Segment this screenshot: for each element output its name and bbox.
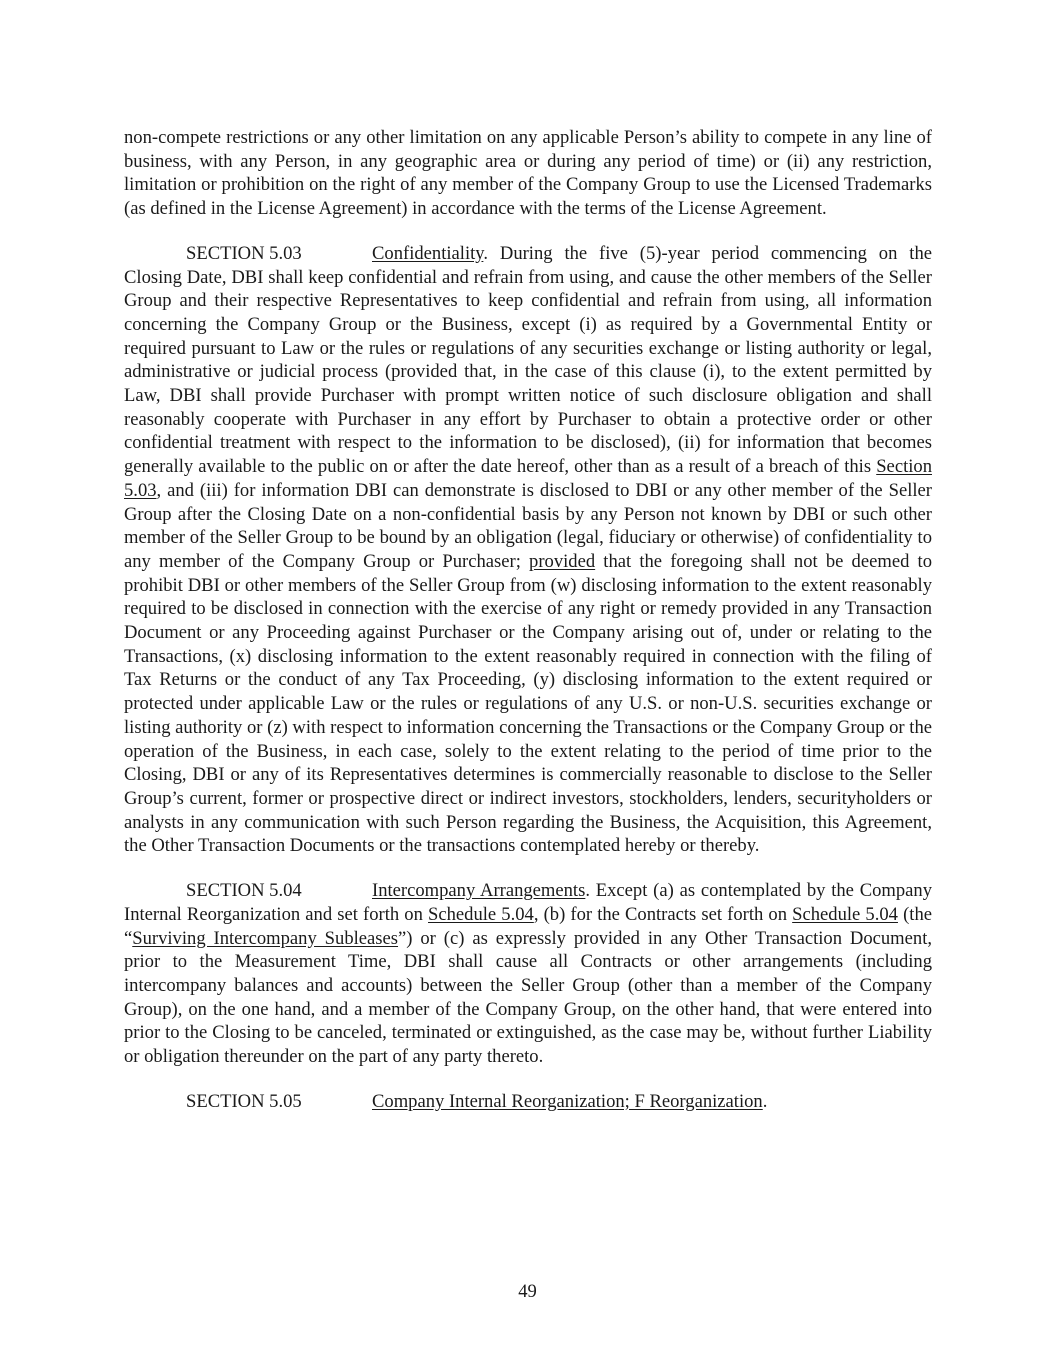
section-5-04-paragraph	[124, 879, 932, 1069]
section-number: SECTION 5.04	[186, 880, 302, 902]
section-text: ”) or (c) as expressly provided in any Other Transaction Document, prior to the Measurement Time, DBI shall cause all Contracts or other arrangements (including intercompany balances and accounts) between the Seller Group (other than a member of the Company Group), on the one hand, and a member of the Company Group, on the other hand, that were entered into prior to the Closing to be canceled, terminated or extinguished, as the case may be, without further Liability or obligation thereunder on the part of any party thereto.	[124, 927, 933, 1068]
cross-reference: Schedule 5.04	[792, 903, 898, 925]
section-heading: Company Internal Reorganization; F Reorganization	[372, 1090, 763, 1112]
section-text: , and (iii) for information DBI can demonstrate is disclosed to DBI or any other member of the Seller Group after the Closing Date on a non-confidential basis by any Person not known by DBI or such other member of the Seller Group to be bound by an obligation (legal, fiduciary or otherwise) of confidentiality to any member of the Company Group or Purchaser;	[124, 479, 932, 572]
section-5-03-paragraph	[124, 242, 932, 858]
section-number: SECTION 5.05	[186, 1090, 302, 1112]
section-text: .	[762, 1090, 768, 1112]
page-number: 49	[518, 1281, 537, 1302]
document-page	[124, 126, 932, 1134]
section-text: , (b) for the Contracts set forth on	[533, 903, 793, 925]
section-text: . During the five (5)-year period commencing on the Closing Date, DBI shall keep confidential and refrain from using, and cause the other members of the Seller Group and their respective Representatives to keep confidential and refrain from using, all information concerning the Company Group or the Business, except (i) as required by a Governmental Entity or required pursuant to Law or the rules or regulations of any securities exchange or listing authority or legal, administrative or judicial process (provided that, in the case of this clause (i), to the extent permitted by Law, DBI shall provide Purchaser with prompt written notice of such disclosure obligation and shall reasonably cooperate with Purchaser in any effort by Purchaser to obtain a protective order or other confidential treatment with respect to the information to be disclosed), (ii) for information that becomes generally available to the public on or after the date hereof, other than as a result of a breach of this	[124, 242, 932, 478]
section-5-05-paragraph	[124, 1090, 932, 1114]
cross-reference: Schedule 5.04	[428, 903, 534, 925]
cross-reference: Section 5.03	[124, 456, 932, 501]
section-text: that the foregoing shall not be deemed to prohibit DBI or other members of the Seller Group from (w) disclosing information to the extent reasonably required to be disclosed in connection with the exercise of any right or remedy provided in any Transaction Document or any Proceeding against Purchaser or the Company arising out of, under or relating to the Transactions, (x) disclosing information to the extent reasonably required in connection with the filing of Tax Returns or the conduct of any Tax Proceeding, (y) disclosing information to the extent required or protected under applicable Law or the rules or regulations of any U.S. or non-U.S. securities exchange or listing authority or (z) with respect to information concerning the Transactions or the Company Group or the operation of the Business, in each case, solely to the extent relating to the period of time prior to the Closing, DBI or any of its Representatives determines is commercially reasonable to disclose to the Seller Group’s current, former or prospective direct or indirect investors, stockholders, lenders, securityholders or analysts in any communication with such Person regarding the Business, the Acquisition, this Agreement, the Other Transaction Documents or the transactions contemplated hereby or thereby.	[124, 550, 932, 857]
section-number: SECTION 5.03	[186, 242, 302, 264]
section-text: (the “	[124, 903, 932, 949]
section-heading: Intercompany Arrangements	[372, 880, 586, 902]
defined-term: provided	[529, 550, 596, 572]
defined-term: Surviving Intercompany Subleases	[132, 927, 399, 949]
section-text: . Except (a) as contemplated by the Company Internal Reorganization and set forth on	[124, 880, 932, 925]
continuation-paragraph: non-compete restrictions or any other limitation on any applicable Person’s ability to compete in any line of business, with any Person, in any geographic area or during any period of time) or (ii) any restriction, limitation or prohibition on the right of any member of the Company Group to use the Licensed Trademarks (as defined in the License Agreement) in accordance with the terms of the License Agreement.	[124, 127, 932, 220]
section-heading: Confidentiality	[372, 242, 484, 264]
